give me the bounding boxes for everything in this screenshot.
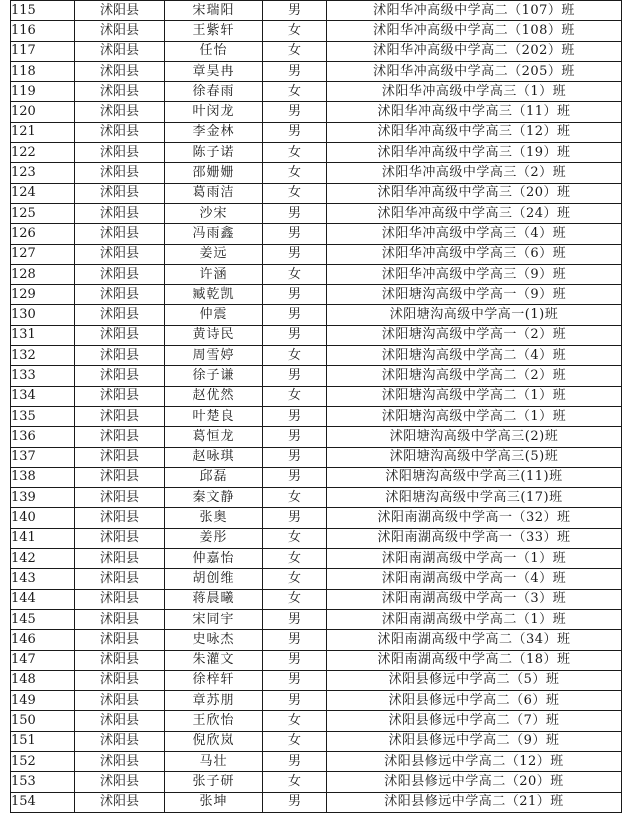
gender-cell: 男 [263, 691, 327, 711]
row-number-cell: 120 [11, 102, 75, 122]
table-row [11, 224, 622, 244]
row-number-cell: 131 [11, 325, 75, 345]
county-cell: 沭阳县 [75, 41, 165, 61]
row-number-cell: 137 [11, 447, 75, 467]
county-cell: 沭阳县 [75, 325, 165, 345]
student-name-cell: 叶楚良 [165, 406, 263, 426]
row-number-cell: 138 [11, 467, 75, 487]
county-cell: 沭阳县 [75, 447, 165, 467]
county-cell: 沭阳县 [75, 731, 165, 751]
student-name-cell: 徐春雨 [165, 82, 263, 102]
school-class-cell: 沭阳塘沟高级中学高一（9）班 [327, 285, 622, 305]
school-class-cell: 沭阳华冲高级中学高三（2）班 [327, 163, 622, 183]
row-number-cell: 143 [11, 569, 75, 589]
gender-cell: 男 [263, 122, 327, 142]
school-class-cell: 沭阳南湖高级中学高一（33）班 [327, 528, 622, 548]
row-number-cell: 132 [11, 346, 75, 366]
table-row [11, 21, 622, 41]
gender-cell: 女 [263, 711, 327, 731]
school-class-cell: 沭阳县修远中学高二（9）班 [327, 731, 622, 751]
student-name-cell: 姜彤 [165, 528, 263, 548]
student-name-cell: 徐子谦 [165, 366, 263, 386]
row-number-cell: 141 [11, 528, 75, 548]
row-number-cell: 135 [11, 406, 75, 426]
student-name-cell: 冯雨鑫 [165, 224, 263, 244]
row-number-cell: 154 [11, 792, 75, 812]
row-number-cell: 125 [11, 203, 75, 223]
gender-cell: 女 [263, 183, 327, 203]
county-cell: 沭阳县 [75, 285, 165, 305]
student-name-cell: 任怡 [165, 41, 263, 61]
county-cell: 沭阳县 [75, 264, 165, 284]
student-name-cell: 史咏杰 [165, 630, 263, 650]
student-roster-table [10, 0, 622, 813]
gender-cell: 男 [263, 792, 327, 812]
gender-cell: 女 [263, 569, 327, 589]
row-number-cell: 117 [11, 41, 75, 61]
student-name-cell: 邵姗姗 [165, 163, 263, 183]
student-name-cell: 赵咏琪 [165, 447, 263, 467]
school-class-cell: 沭阳华冲高级中学高三（24）班 [327, 203, 622, 223]
table-row [11, 183, 622, 203]
gender-cell: 女 [263, 772, 327, 792]
student-name-cell: 张坤 [165, 792, 263, 812]
table-row [11, 143, 622, 163]
county-cell: 沭阳县 [75, 244, 165, 264]
table-row [11, 630, 622, 650]
row-number-cell: 148 [11, 670, 75, 690]
gender-cell: 男 [263, 244, 327, 264]
gender-cell: 男 [263, 305, 327, 325]
row-number-cell: 116 [11, 21, 75, 41]
student-name-cell: 胡创维 [165, 569, 263, 589]
row-number-cell: 144 [11, 589, 75, 609]
row-number-cell: 147 [11, 650, 75, 670]
county-cell: 沭阳县 [75, 82, 165, 102]
school-class-cell: 沭阳塘沟高级中学高二（4）班 [327, 346, 622, 366]
school-class-cell: 沭阳华冲高级中学高二（108）班 [327, 21, 622, 41]
gender-cell: 男 [263, 427, 327, 447]
county-cell: 沭阳县 [75, 61, 165, 81]
student-name-cell: 许涵 [165, 264, 263, 284]
row-number-cell: 123 [11, 163, 75, 183]
student-name-cell: 倪欣岚 [165, 731, 263, 751]
student-name-cell: 臧乾凯 [165, 285, 263, 305]
table-row [11, 691, 622, 711]
county-cell: 沭阳县 [75, 122, 165, 142]
student-name-cell: 赵优然 [165, 386, 263, 406]
gender-cell: 女 [263, 528, 327, 548]
student-name-cell: 秦文静 [165, 488, 263, 508]
county-cell: 沭阳县 [75, 1, 165, 21]
row-number-cell: 121 [11, 122, 75, 142]
student-name-cell: 王紫轩 [165, 21, 263, 41]
table-row [11, 285, 622, 305]
row-number-cell: 140 [11, 508, 75, 528]
school-class-cell: 沭阳塘沟高级中学高二（2）班 [327, 366, 622, 386]
county-cell: 沭阳县 [75, 203, 165, 223]
school-class-cell: 沭阳华冲高级中学高三（20）班 [327, 183, 622, 203]
gender-cell: 女 [263, 549, 327, 569]
row-number-cell: 118 [11, 61, 75, 81]
county-cell: 沭阳县 [75, 772, 165, 792]
student-name-cell: 张奥 [165, 508, 263, 528]
school-class-cell: 沭阳华冲高级中学高三（1）班 [327, 82, 622, 102]
table-row [11, 366, 622, 386]
row-number-cell: 152 [11, 751, 75, 771]
gender-cell: 男 [263, 285, 327, 305]
table-row [11, 406, 622, 426]
county-cell: 沭阳县 [75, 386, 165, 406]
student-name-cell: 马壮 [165, 751, 263, 771]
table-row [11, 589, 622, 609]
gender-cell: 女 [263, 21, 327, 41]
student-name-cell: 蒋晨曦 [165, 589, 263, 609]
gender-cell: 男 [263, 508, 327, 528]
county-cell: 沭阳县 [75, 630, 165, 650]
student-name-cell: 葛恒龙 [165, 427, 263, 447]
roster-body [11, 1, 622, 813]
table-row [11, 711, 622, 731]
school-class-cell: 沭阳塘沟高级中学高三(5)班 [327, 447, 622, 467]
school-class-cell: 沭阳县修远中学高二（21）班 [327, 792, 622, 812]
student-name-cell: 沙宋 [165, 203, 263, 223]
school-class-cell: 沭阳塘沟高级中学高三(2)班 [327, 427, 622, 447]
school-class-cell: 沭阳县修远中学高二（5）班 [327, 670, 622, 690]
county-cell: 沭阳县 [75, 305, 165, 325]
county-cell: 沭阳县 [75, 346, 165, 366]
student-name-cell: 仲震 [165, 305, 263, 325]
table-row [11, 549, 622, 569]
student-name-cell: 宋瑞阳 [165, 1, 263, 21]
gender-cell: 男 [263, 102, 327, 122]
table-row [11, 751, 622, 771]
gender-cell: 女 [263, 143, 327, 163]
row-number-cell: 139 [11, 488, 75, 508]
gender-cell: 男 [263, 325, 327, 345]
county-cell: 沭阳县 [75, 751, 165, 771]
table-row [11, 528, 622, 548]
student-name-cell: 叶闵龙 [165, 102, 263, 122]
county-cell: 沭阳县 [75, 406, 165, 426]
school-class-cell: 沭阳南湖高级中学高二（1）班 [327, 609, 622, 629]
school-class-cell: 沭阳县修远中学高二（12）班 [327, 751, 622, 771]
table-row [11, 122, 622, 142]
school-class-cell: 沭阳南湖高级中学高一（4）班 [327, 569, 622, 589]
student-name-cell: 宋同宇 [165, 609, 263, 629]
school-class-cell: 沭阳南湖高级中学高一（32）班 [327, 508, 622, 528]
school-class-cell: 沭阳华冲高级中学高三（11）班 [327, 102, 622, 122]
table-row [11, 102, 622, 122]
gender-cell: 男 [263, 406, 327, 426]
row-number-cell: 142 [11, 549, 75, 569]
school-class-cell: 沭阳华冲高级中学高三（9）班 [327, 264, 622, 284]
row-number-cell: 126 [11, 224, 75, 244]
gender-cell: 男 [263, 751, 327, 771]
row-number-cell: 128 [11, 264, 75, 284]
school-class-cell: 沭阳华冲高级中学高三（4）班 [327, 224, 622, 244]
table-row [11, 569, 622, 589]
row-number-cell: 133 [11, 366, 75, 386]
row-number-cell: 146 [11, 630, 75, 650]
county-cell: 沭阳县 [75, 488, 165, 508]
student-name-cell: 张子研 [165, 772, 263, 792]
table-row [11, 792, 622, 812]
table-row [11, 609, 622, 629]
gender-cell: 男 [263, 447, 327, 467]
school-class-cell: 沭阳华冲高级中学高三（19）班 [327, 143, 622, 163]
county-cell: 沭阳县 [75, 366, 165, 386]
student-name-cell: 邱磊 [165, 467, 263, 487]
row-number-cell: 130 [11, 305, 75, 325]
county-cell: 沭阳县 [75, 792, 165, 812]
gender-cell: 男 [263, 61, 327, 81]
county-cell: 沭阳县 [75, 670, 165, 690]
student-name-cell: 仲嘉怡 [165, 549, 263, 569]
student-name-cell: 葛雨洁 [165, 183, 263, 203]
gender-cell: 女 [263, 731, 327, 751]
school-class-cell: 沭阳华冲高级中学高三（12）班 [327, 122, 622, 142]
student-name-cell: 陈子诺 [165, 143, 263, 163]
table-row [11, 670, 622, 690]
school-class-cell: 沭阳塘沟高级中学高三(11)班 [327, 467, 622, 487]
student-name-cell: 章昊冉 [165, 61, 263, 81]
table-row [11, 731, 622, 751]
table-row [11, 163, 622, 183]
school-class-cell: 沭阳塘沟高级中学高二（1）班 [327, 406, 622, 426]
gender-cell: 女 [263, 589, 327, 609]
table-row [11, 508, 622, 528]
school-class-cell: 沭阳华冲高级中学高二（202）班 [327, 41, 622, 61]
row-number-cell: 115 [11, 1, 75, 21]
school-class-cell: 沭阳南湖高级中学高二（18）班 [327, 650, 622, 670]
county-cell: 沭阳县 [75, 224, 165, 244]
gender-cell: 女 [263, 386, 327, 406]
table-row [11, 467, 622, 487]
table-row [11, 386, 622, 406]
school-class-cell: 沭阳华冲高级中学高三（6）班 [327, 244, 622, 264]
county-cell: 沭阳县 [75, 650, 165, 670]
school-class-cell: 沭阳塘沟高级中学高三(17)班 [327, 488, 622, 508]
student-name-cell: 周雪婷 [165, 346, 263, 366]
county-cell: 沭阳县 [75, 589, 165, 609]
table-row [11, 305, 622, 325]
gender-cell: 男 [263, 224, 327, 244]
row-number-cell: 134 [11, 386, 75, 406]
student-name-cell: 朱灌文 [165, 650, 263, 670]
county-cell: 沭阳县 [75, 549, 165, 569]
school-class-cell: 沭阳县修远中学高二（7）班 [327, 711, 622, 731]
gender-cell: 男 [263, 650, 327, 670]
county-cell: 沭阳县 [75, 467, 165, 487]
row-number-cell: 153 [11, 772, 75, 792]
school-class-cell: 沭阳塘沟高级中学高二（1）班 [327, 386, 622, 406]
table-row [11, 346, 622, 366]
gender-cell: 男 [263, 609, 327, 629]
county-cell: 沭阳县 [75, 143, 165, 163]
student-name-cell: 黄诗民 [165, 325, 263, 345]
table-row [11, 61, 622, 81]
gender-cell: 男 [263, 467, 327, 487]
school-class-cell: 沭阳南湖高级中学高一（3）班 [327, 589, 622, 609]
table-row [11, 41, 622, 61]
table-row [11, 1, 622, 21]
county-cell: 沭阳县 [75, 427, 165, 447]
row-number-cell: 145 [11, 609, 75, 629]
gender-cell: 男 [263, 630, 327, 650]
school-class-cell: 沭阳华冲高级中学高二（107）班 [327, 1, 622, 21]
county-cell: 沭阳县 [75, 102, 165, 122]
gender-cell: 男 [263, 203, 327, 223]
county-cell: 沭阳县 [75, 691, 165, 711]
school-class-cell: 沭阳县修远中学高二（20）班 [327, 772, 622, 792]
table-row [11, 447, 622, 467]
row-number-cell: 136 [11, 427, 75, 447]
table-row [11, 264, 622, 284]
county-cell: 沭阳县 [75, 508, 165, 528]
school-class-cell: 沭阳南湖高级中学高二（34）班 [327, 630, 622, 650]
row-number-cell: 129 [11, 285, 75, 305]
row-number-cell: 151 [11, 731, 75, 751]
county-cell: 沭阳县 [75, 609, 165, 629]
student-name-cell: 徐梓轩 [165, 670, 263, 690]
table-row [11, 325, 622, 345]
row-number-cell: 149 [11, 691, 75, 711]
school-class-cell: 沭阳县修远中学高二（6）班 [327, 691, 622, 711]
student-name-cell: 章苏朋 [165, 691, 263, 711]
student-name-cell: 姜远 [165, 244, 263, 264]
county-cell: 沭阳县 [75, 711, 165, 731]
county-cell: 沭阳县 [75, 183, 165, 203]
county-cell: 沭阳县 [75, 569, 165, 589]
gender-cell: 女 [263, 163, 327, 183]
row-number-cell: 124 [11, 183, 75, 203]
gender-cell: 男 [263, 670, 327, 690]
gender-cell: 女 [263, 488, 327, 508]
gender-cell: 女 [263, 264, 327, 284]
row-number-cell: 122 [11, 143, 75, 163]
table-row [11, 244, 622, 264]
county-cell: 沭阳县 [75, 21, 165, 41]
gender-cell: 男 [263, 1, 327, 21]
school-class-cell: 沭阳塘沟高级中学高一（2）班 [327, 325, 622, 345]
row-number-cell: 127 [11, 244, 75, 264]
school-class-cell: 沭阳塘沟高级中学高一(1)班 [327, 305, 622, 325]
table-row [11, 772, 622, 792]
county-cell: 沭阳县 [75, 163, 165, 183]
gender-cell: 女 [263, 82, 327, 102]
table-row [11, 427, 622, 447]
county-cell: 沭阳县 [75, 528, 165, 548]
table-row [11, 650, 622, 670]
gender-cell: 女 [263, 346, 327, 366]
school-class-cell: 沭阳南湖高级中学高一（1）班 [327, 549, 622, 569]
row-number-cell: 119 [11, 82, 75, 102]
gender-cell: 男 [263, 366, 327, 386]
student-name-cell: 李金林 [165, 122, 263, 142]
table-row [11, 203, 622, 223]
table-row [11, 82, 622, 102]
row-number-cell: 150 [11, 711, 75, 731]
student-name-cell: 王欣怡 [165, 711, 263, 731]
school-class-cell: 沭阳华冲高级中学高二（205）班 [327, 61, 622, 81]
table-row [11, 488, 622, 508]
gender-cell: 女 [263, 41, 327, 61]
